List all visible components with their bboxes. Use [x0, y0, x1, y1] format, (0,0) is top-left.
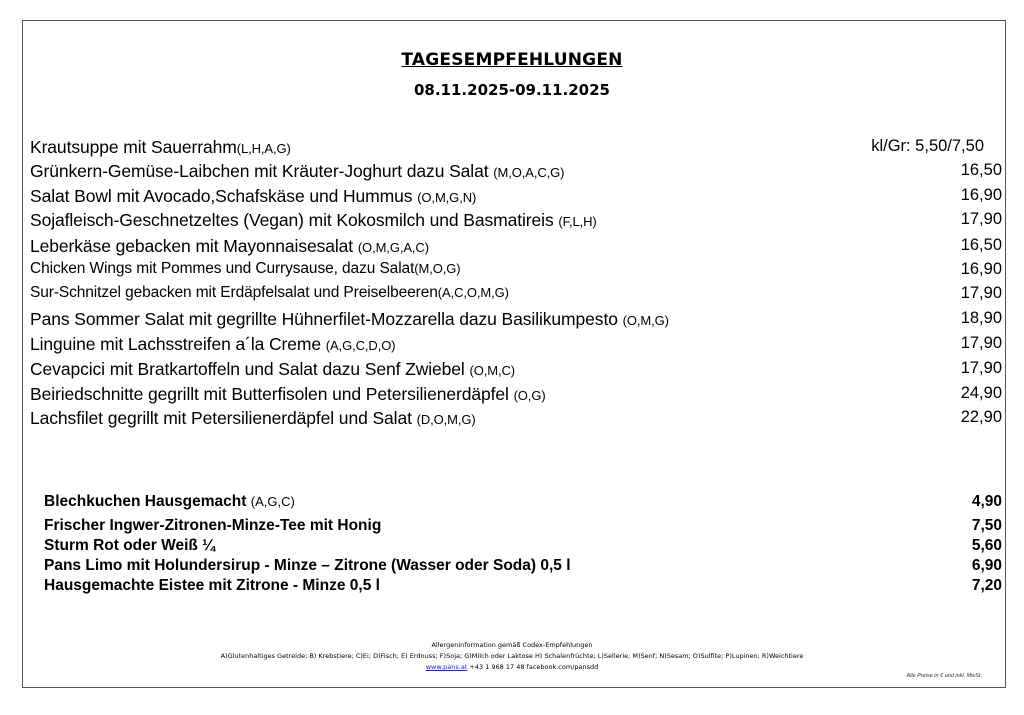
dish-price: 17,90 — [960, 210, 1002, 228]
dish-row — [30, 260, 1002, 284]
dish-price: 22,90 — [960, 408, 1002, 426]
item-title: Frischer Ingwer-Zitronen-Minze-Tee mit Honig — [44, 517, 382, 534]
item-title: Pans Limo mit Holundersirup - Minze – Zitrone (Wasser oder Soda) 0,5 l — [44, 557, 571, 574]
dish-row — [30, 359, 1002, 383]
dish-row — [30, 236, 1002, 260]
dessert-drink-row — [44, 493, 1002, 513]
dish-name — [30, 309, 669, 330]
dish-price: 17,90 — [960, 359, 1002, 377]
prices-note: Alle Preise in € und inkl. MwSt. — [906, 673, 982, 679]
dish-name — [30, 408, 476, 429]
dish-row — [30, 210, 1002, 234]
dish-allergens: (D,O,M,G) — [416, 412, 476, 427]
dish-name — [30, 260, 461, 278]
dish-title: Sojafleisch-Geschnetzeltes (Vegan) mit Kokosmilch und Basmatireis — [30, 210, 559, 230]
dish-title: Cevapcici mit Bratkartoffeln und Salat dazu Senf Zwiebel — [30, 359, 470, 379]
dish-name — [30, 161, 564, 182]
dish-row — [30, 186, 1002, 210]
dish-price: 17,90 — [960, 334, 1002, 352]
dish-price: 17,90 — [960, 284, 1002, 302]
dish-name — [30, 284, 509, 302]
dish-price: 24,90 — [960, 384, 1002, 402]
dish-title: Chicken Wings mit Pommes und Currysause, dazu Salat — [30, 260, 415, 277]
item-name — [44, 557, 571, 575]
dessert-drink-row — [44, 577, 1002, 597]
item-price: 4,90 — [971, 493, 1002, 510]
dish-row — [30, 309, 1002, 333]
dish-name — [30, 359, 515, 380]
dish-name — [30, 384, 546, 405]
dish-allergens: (F,L,H) — [558, 214, 597, 229]
dish-title: Pans Sommer Salat mit gegrillte Hühnerfilet-Mozzarella dazu Basilikumpesto — [30, 309, 623, 329]
dish-row — [30, 284, 1002, 308]
dish-allergens: (L,H,A,G) — [236, 141, 291, 156]
contact-info: +43 1 968 17 48 facebook.com/pansdd — [467, 663, 599, 671]
dessert-drink-row — [44, 537, 1002, 557]
dish-price: 18,90 — [960, 309, 1002, 327]
dessert-drink-row — [44, 557, 1002, 577]
dish-allergens: (A,C,O,M,G) — [437, 285, 509, 300]
dish-allergens: (O,M,G,A,C) — [357, 240, 429, 255]
dish-price: 16,50 — [960, 161, 1002, 179]
dish-row — [30, 334, 1002, 358]
dish-row — [30, 161, 1002, 185]
item-title: Sturm Rot oder Weiß ¼ — [44, 537, 216, 554]
dish-title: Sur-Schnitzel gebacken mit Erdäpfelsalat und Preiselbeeren — [30, 284, 438, 301]
dish-allergens: (A,G,C,D,O) — [325, 338, 396, 353]
menu-dates: 08.11.2025-09.11.2025 — [413, 81, 610, 99]
dish-title: Leberkäse gebacken mit Mayonnaisesalat — [30, 236, 358, 256]
dish-name — [30, 137, 291, 158]
item-allergens: (A,G,C) — [250, 494, 295, 509]
dish-allergens: (O,G) — [513, 388, 546, 403]
dish-allergens: (O,M,C) — [469, 363, 515, 378]
dish-row — [30, 384, 1002, 408]
dish-name — [30, 236, 429, 257]
dish-title: Linguine mit Lachsstreifen a´la Creme — [30, 334, 326, 354]
dish-name — [30, 186, 476, 207]
item-name — [44, 537, 215, 555]
item-price: 5,60 — [971, 537, 1002, 554]
item-price: 7,20 — [971, 577, 1002, 594]
dish-title: Grünkern-Gemüse-Laibchen mit Kräuter-Joghurt dazu Salat — [30, 161, 494, 181]
menu-title: TAGESEMPFEHLUNGEN — [401, 50, 623, 70]
dish-price: 16,90 — [960, 260, 1002, 278]
dish-title: Lachsfilet gegrillt mit Petersilienerdäpfel und Salat — [30, 408, 417, 428]
item-name — [44, 493, 295, 511]
dessert-drink-row — [44, 517, 1002, 537]
dish-title: Krautsuppe mit Sauerrahm — [30, 137, 237, 157]
dish-row — [30, 408, 1002, 432]
dish-name — [30, 334, 395, 355]
item-title: Hausgemachte Eistee mit Zitrone - Minze 0,5 l — [44, 577, 380, 594]
dish-allergens: (O,M,G) — [622, 313, 669, 328]
dish-allergens: (O,M,G,N) — [417, 190, 477, 205]
allergen-title: Allergeninformation gemäß Codex-Empfehlungen — [431, 641, 593, 649]
dish-allergens: (M,O,A,C,G) — [493, 165, 565, 180]
contact-line — [0, 663, 1024, 671]
dish-name — [30, 210, 597, 231]
dish-title: Salat Bowl mit Avocado,Schafskäse und Hummus — [30, 186, 418, 206]
item-name — [44, 517, 381, 535]
item-price: 7,50 — [971, 517, 1002, 534]
item-price: 6,90 — [971, 557, 1002, 574]
dish-row — [30, 137, 1002, 161]
dish-price: kl/Gr: 5,50/7,50 — [871, 137, 984, 155]
dish-price: 16,50 — [960, 236, 1002, 254]
item-name — [44, 577, 380, 595]
dish-price: 16,90 — [960, 186, 1002, 204]
allergen-legend: A)Glutenhaltiges Getreide; B) Krebstiere; C)Ei; D)Fisch; E) Erdnuss; F)Soja; G)Milch oder Laktose H) Schalenfrüchte; L)Sellerie; M)Senf; N)Sesam; O)Sulfite; P)Lupinen; R)Weichtiere — [220, 652, 804, 660]
website-link[interactable]: www.pans.at — [425, 663, 468, 671]
item-title: Blechkuchen Hausgemacht — [44, 493, 251, 510]
dish-allergens: (M,O,G) — [414, 261, 461, 276]
dish-title: Beiriedschnitte gegrillt mit Butterfisolen und Petersilienerdäpfel — [30, 384, 514, 404]
